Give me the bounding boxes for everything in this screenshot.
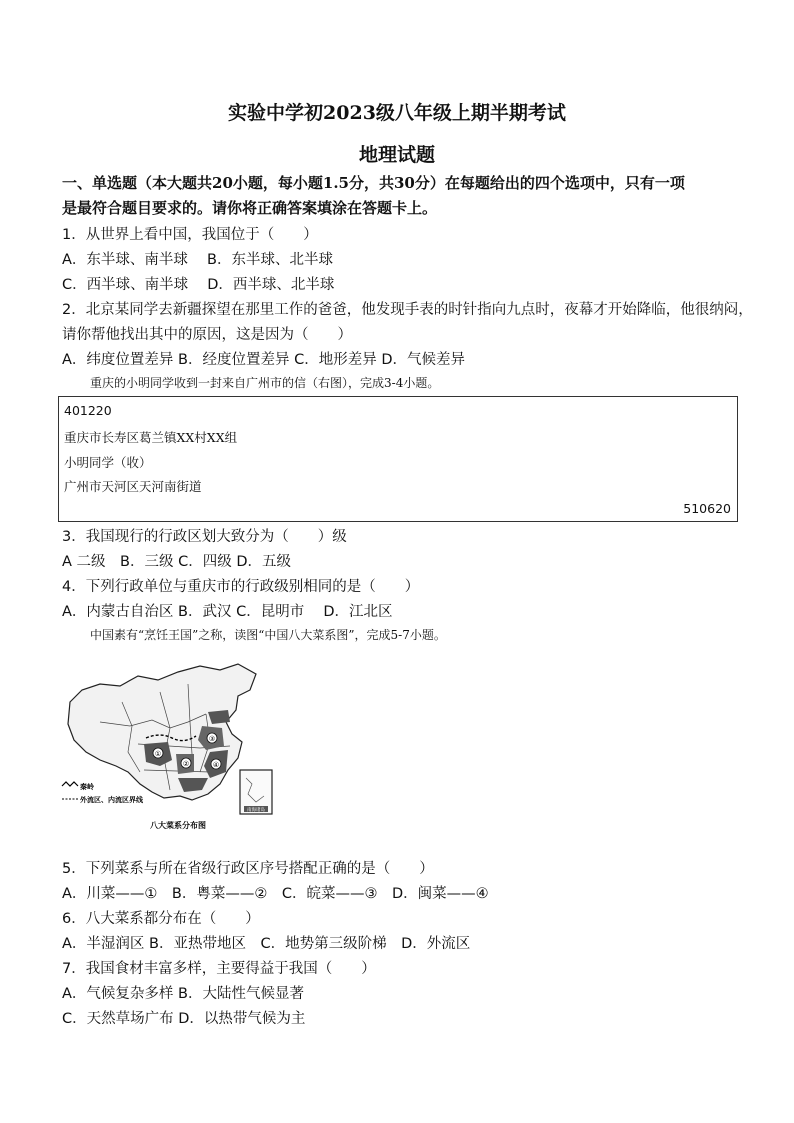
intro-q5-7: 中国素有“烹饪王国”之称，读图“中国八大菜系图”，完成5-7小题。 bbox=[90, 628, 446, 642]
marker-1: ① bbox=[154, 750, 162, 758]
q1-options-cd: C．西半球、南半球 D．西半球、北半球 bbox=[62, 277, 335, 293]
q2-stem-line2: 请你帮他找出其中的原因，这是因为（ ） bbox=[62, 327, 352, 343]
recipient-name: 小明同学（收） bbox=[64, 455, 152, 470]
sender-postcode: 510620 bbox=[683, 501, 731, 516]
section-instruction-line2: 是最符合题目要求的。请你将正确答案填涂在答题卡上。 bbox=[62, 199, 438, 217]
q4-stem: 4．下列行政单位与重庆市的行政级别相同的是（ ） bbox=[62, 579, 420, 595]
q3-options: A 二级 B．三级 C．四级 D．五级 bbox=[62, 554, 291, 570]
q1-stem: 1．从世界上看中国，我国位于（ ） bbox=[62, 227, 318, 243]
q1-options-ab: A．东半球、南半球 B．东半球、北半球 bbox=[62, 252, 333, 268]
marker-2: ② bbox=[182, 760, 190, 768]
recipient-address: 重庆市长寿区葛兰镇XX村XX组 bbox=[64, 430, 238, 445]
marker-3: ③ bbox=[208, 735, 216, 743]
section-instruction-line1: 一、单选题（本大题共20小题，每小题1.5分，共30分）在每题给出的四个选项中，只有一项 bbox=[62, 174, 685, 192]
q7-options-ab: A．气候复杂多样 B．大陆性气候显著 bbox=[62, 986, 304, 1002]
q2-options: A．纬度位置差异 B．经度位置差异 C．地形差异 D．气候差异 bbox=[62, 352, 465, 368]
q6-options: A．半湿润区 B．亚热带地区 C．地势第三级阶梯 D．外流区 bbox=[62, 936, 471, 952]
sender-address: 广州市天河区天河南街道 bbox=[64, 479, 202, 494]
map-caption: 八大菜系分布图 bbox=[150, 821, 206, 830]
q7-options-cd: C．天然草场广布 D．以热带气候为主 bbox=[62, 1011, 306, 1027]
intro-q3-4: 重庆的小明同学收到一封来自广州市的信（右图），完成3-4小题。 bbox=[90, 376, 440, 390]
q5-options: A．川菜——① B．粤菜——② C．皖菜——③ D．闽菜——④ bbox=[62, 886, 489, 902]
q3-stem: 3．我国现行的行政区划大致分为（ ）级 bbox=[62, 529, 347, 545]
envelope-figure bbox=[58, 396, 738, 522]
q7-stem: 7．我国食材丰富多样，主要得益于我国（ ） bbox=[62, 961, 376, 977]
recipient-postcode: 401220 bbox=[64, 403, 112, 418]
china-outline bbox=[68, 664, 256, 800]
q6-stem: 6．八大菜系都分布在（ ） bbox=[62, 911, 260, 927]
inset-label: 南海诸岛 bbox=[247, 808, 265, 813]
q5-stem: 5．下列菜系与所在省级行政区序号搭配正确的是（ ） bbox=[62, 861, 434, 877]
legend-qinling: 秦岭 bbox=[80, 783, 94, 791]
subject-title: 地理试题 bbox=[358, 144, 435, 166]
q4-options: A．内蒙古自治区 B．武汉 C．昆明市 D．江北区 bbox=[62, 604, 393, 620]
legend-boundary: 外流区、内流区界线 bbox=[80, 796, 143, 804]
marker-4: ④ bbox=[212, 761, 220, 769]
exam-title: 实验中学初2023级八年级上期半期考试 bbox=[228, 102, 566, 124]
q2-stem-line1: 2．北京某同学去新疆探望在那里工作的爸爸，他发现手表的时针指向九点时，夜幕才开始降临，他很纳闷， bbox=[62, 302, 753, 318]
cuisine-map-figure bbox=[60, 662, 286, 834]
